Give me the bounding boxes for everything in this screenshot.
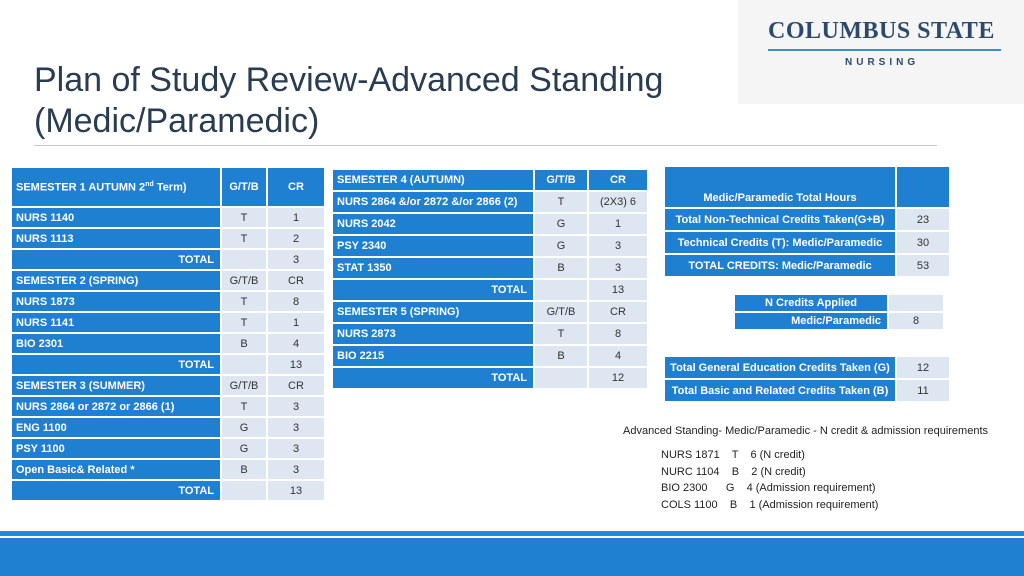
course-type: B [222,460,266,479]
total-hours-table [663,165,951,278]
table-row [333,346,647,366]
table-row [665,255,949,276]
list-item: NURC 1104 B 2 (N credit) [661,465,806,478]
course-name: BIO 2301 [12,334,220,353]
sem5-header-cr: CR [589,302,647,322]
gen-ed-credits-table [663,355,951,403]
course-type: G [222,439,266,458]
course-type: B [535,258,587,278]
course-name: PSY 2340 [333,236,533,256]
course-name: NURS 1141 [12,313,220,332]
total-row [333,280,647,300]
table-row [333,324,647,344]
hours-row-label: Total Non-Technical Credits Taken(G+B) [665,209,895,230]
table-row [665,232,949,253]
table-row [333,258,647,278]
hours-row-value: 30 [897,232,949,253]
basic-related-label: Total Basic and Related Credits Taken (B) [665,380,895,401]
course-credits: 1 [589,214,647,234]
total-value: 3 [268,250,324,269]
total-row [12,481,324,500]
course-credits: (2X3) 6 [589,192,647,212]
logo-title: COLUMBUS STATE [768,18,995,44]
sem1-header-gtb: G/T/B [229,181,259,193]
sem4-header-row [333,170,647,190]
course-type: B [222,334,266,353]
total-row [12,250,324,269]
sem2-header-gtb: G/T/B [222,271,266,290]
table-row [665,357,949,378]
course-credits: 3 [589,258,647,278]
course-credits: 4 [589,346,647,366]
logo-subtitle: NURSING [845,57,920,68]
course-credits: 3 [268,397,324,416]
sem1-header-cr: CR [288,181,304,193]
list-item: BIO 2300 G 4 (Admission requirement) [661,482,876,494]
page-title [34,60,663,142]
total-label: TOTAL [12,250,220,269]
table-row [665,209,949,230]
total-value: 13 [268,481,324,500]
table-row [12,229,324,248]
table-row [12,460,324,479]
hours-row-label: TOTAL CREDITS: Medic/Paramedic [665,255,895,276]
hours-header-row [665,167,949,207]
logo-divider [768,49,1001,51]
total-label: TOTAL [12,355,220,374]
list-item: COLS 1100 B 1 (Admission requirement) [661,498,879,511]
course-name: STAT 1350 [333,258,533,278]
table-row [333,214,647,234]
sem1-header-row [12,168,324,206]
table-row [12,439,324,458]
sem3-header-cr: CR [268,376,324,395]
hours-row-value: 53 [897,255,949,276]
hours-header-label: Medic/Paramedic Total Hours [703,192,857,204]
n-credits-label: Medic/Paramedic [735,313,887,329]
hours-row-value: 23 [897,209,949,230]
hours-row-label: Technical Credits (T): Medic/Paramedic [665,232,895,253]
sem4-header-gtb: G/T/B [546,174,576,186]
n-credits-header: N Credits Applied [735,295,887,311]
table-row [12,418,324,437]
title-divider [34,145,937,146]
total-label: TOTAL [333,368,533,388]
course-name: NURS 2864 or 2872 or 2866 (1) [12,397,220,416]
course-type: G [535,214,587,234]
advanced-standing-title: Advanced Standing- Medic/Paramedic - N credit & admission requirements [623,425,988,437]
course-credits: 3 [268,439,324,458]
course-name: Open Basic& Related * [12,460,220,479]
course-name: NURS 2042 [333,214,533,234]
course-type: T [535,324,587,344]
course-type: T [222,313,266,332]
table-row [12,313,324,332]
table-row [12,397,324,416]
page-title-line-1: Plan of Study Review-Advanced Standing [34,61,664,99]
course-credits: 1 [268,313,324,332]
course-name: NURS 1873 [12,292,220,311]
course-name: ENG 1100 [12,418,220,437]
table-row [12,208,324,227]
sem5-header-label: SEMESTER 5 (SPRING) [337,306,460,318]
sem3-header-label: SEMESTER 3 (SUMMER) [16,379,145,392]
n-credits-header-row [735,295,943,311]
total-label: TOTAL [12,481,220,500]
course-name: NURS 2864 &/or 2872 &/or 2866 (2) [333,192,533,212]
table-row [333,192,647,212]
course-type: G [535,236,587,256]
sem2-header-label: SEMESTER 2 (SPRING) [16,274,139,287]
advanced-standing-list [661,447,878,513]
logo-box [738,0,1024,104]
course-credits: 8 [268,292,324,311]
table-row [333,236,647,256]
list-item: NURS 1871 T 6 (N credit) [661,449,805,461]
table-row [665,380,949,401]
sem3-header-gtb: G/T/B [222,376,266,395]
course-type: B [535,346,587,366]
gen-ed-label: Total General Education Credits Taken (G) [665,357,895,378]
sem3-header-row [12,376,324,395]
course-type: T [222,208,266,227]
sem4-header-label: SEMESTER 4 (AUTUMN) [337,174,465,186]
footer-accent-line [0,531,1024,536]
table-row [12,334,324,353]
table-row [12,292,324,311]
course-credits: 3 [268,418,324,437]
course-credits: 1 [268,208,324,227]
course-name: NURS 2873 [333,324,533,344]
total-row [333,368,647,388]
course-type: T [535,192,587,212]
page-title-line-2: (Medic/Paramedic) [34,102,320,140]
basic-related-value: 11 [897,380,949,401]
sem2-header-cr: CR [268,271,324,290]
course-credits: 3 [268,460,324,479]
total-value: 12 [589,368,647,388]
total-value: 13 [589,280,647,300]
total-value: 13 [268,355,324,374]
course-credits: 4 [268,334,324,353]
course-type: T [222,292,266,311]
sem5-header-gtb: G/T/B [535,302,587,322]
course-credits: 2 [268,229,324,248]
table-row [735,313,943,329]
sem4-header-cr: CR [610,174,626,186]
n-credits-table [733,293,945,331]
n-credits-value: 8 [889,313,943,329]
sem1-header-label: SEMESTER 1 AUTUMN 2nd Term) [16,180,187,194]
sem2-header-row [12,271,324,290]
course-type: T [222,397,266,416]
course-name: NURS 1140 [12,208,220,227]
course-name: BIO 2215 [333,346,533,366]
total-row [12,355,324,374]
semesters-4-5-table [331,168,649,390]
total-label: TOTAL [333,280,533,300]
course-credits: 3 [589,236,647,256]
semesters-1-3-table [10,166,326,502]
course-name: PSY 1100 [12,439,220,458]
course-type: G [222,418,266,437]
sem5-header-row [333,302,647,322]
gen-ed-value: 12 [897,357,949,378]
footer-bar [0,538,1024,576]
course-name: NURS 1113 [12,229,220,248]
course-credits: 8 [589,324,647,344]
course-type: T [222,229,266,248]
